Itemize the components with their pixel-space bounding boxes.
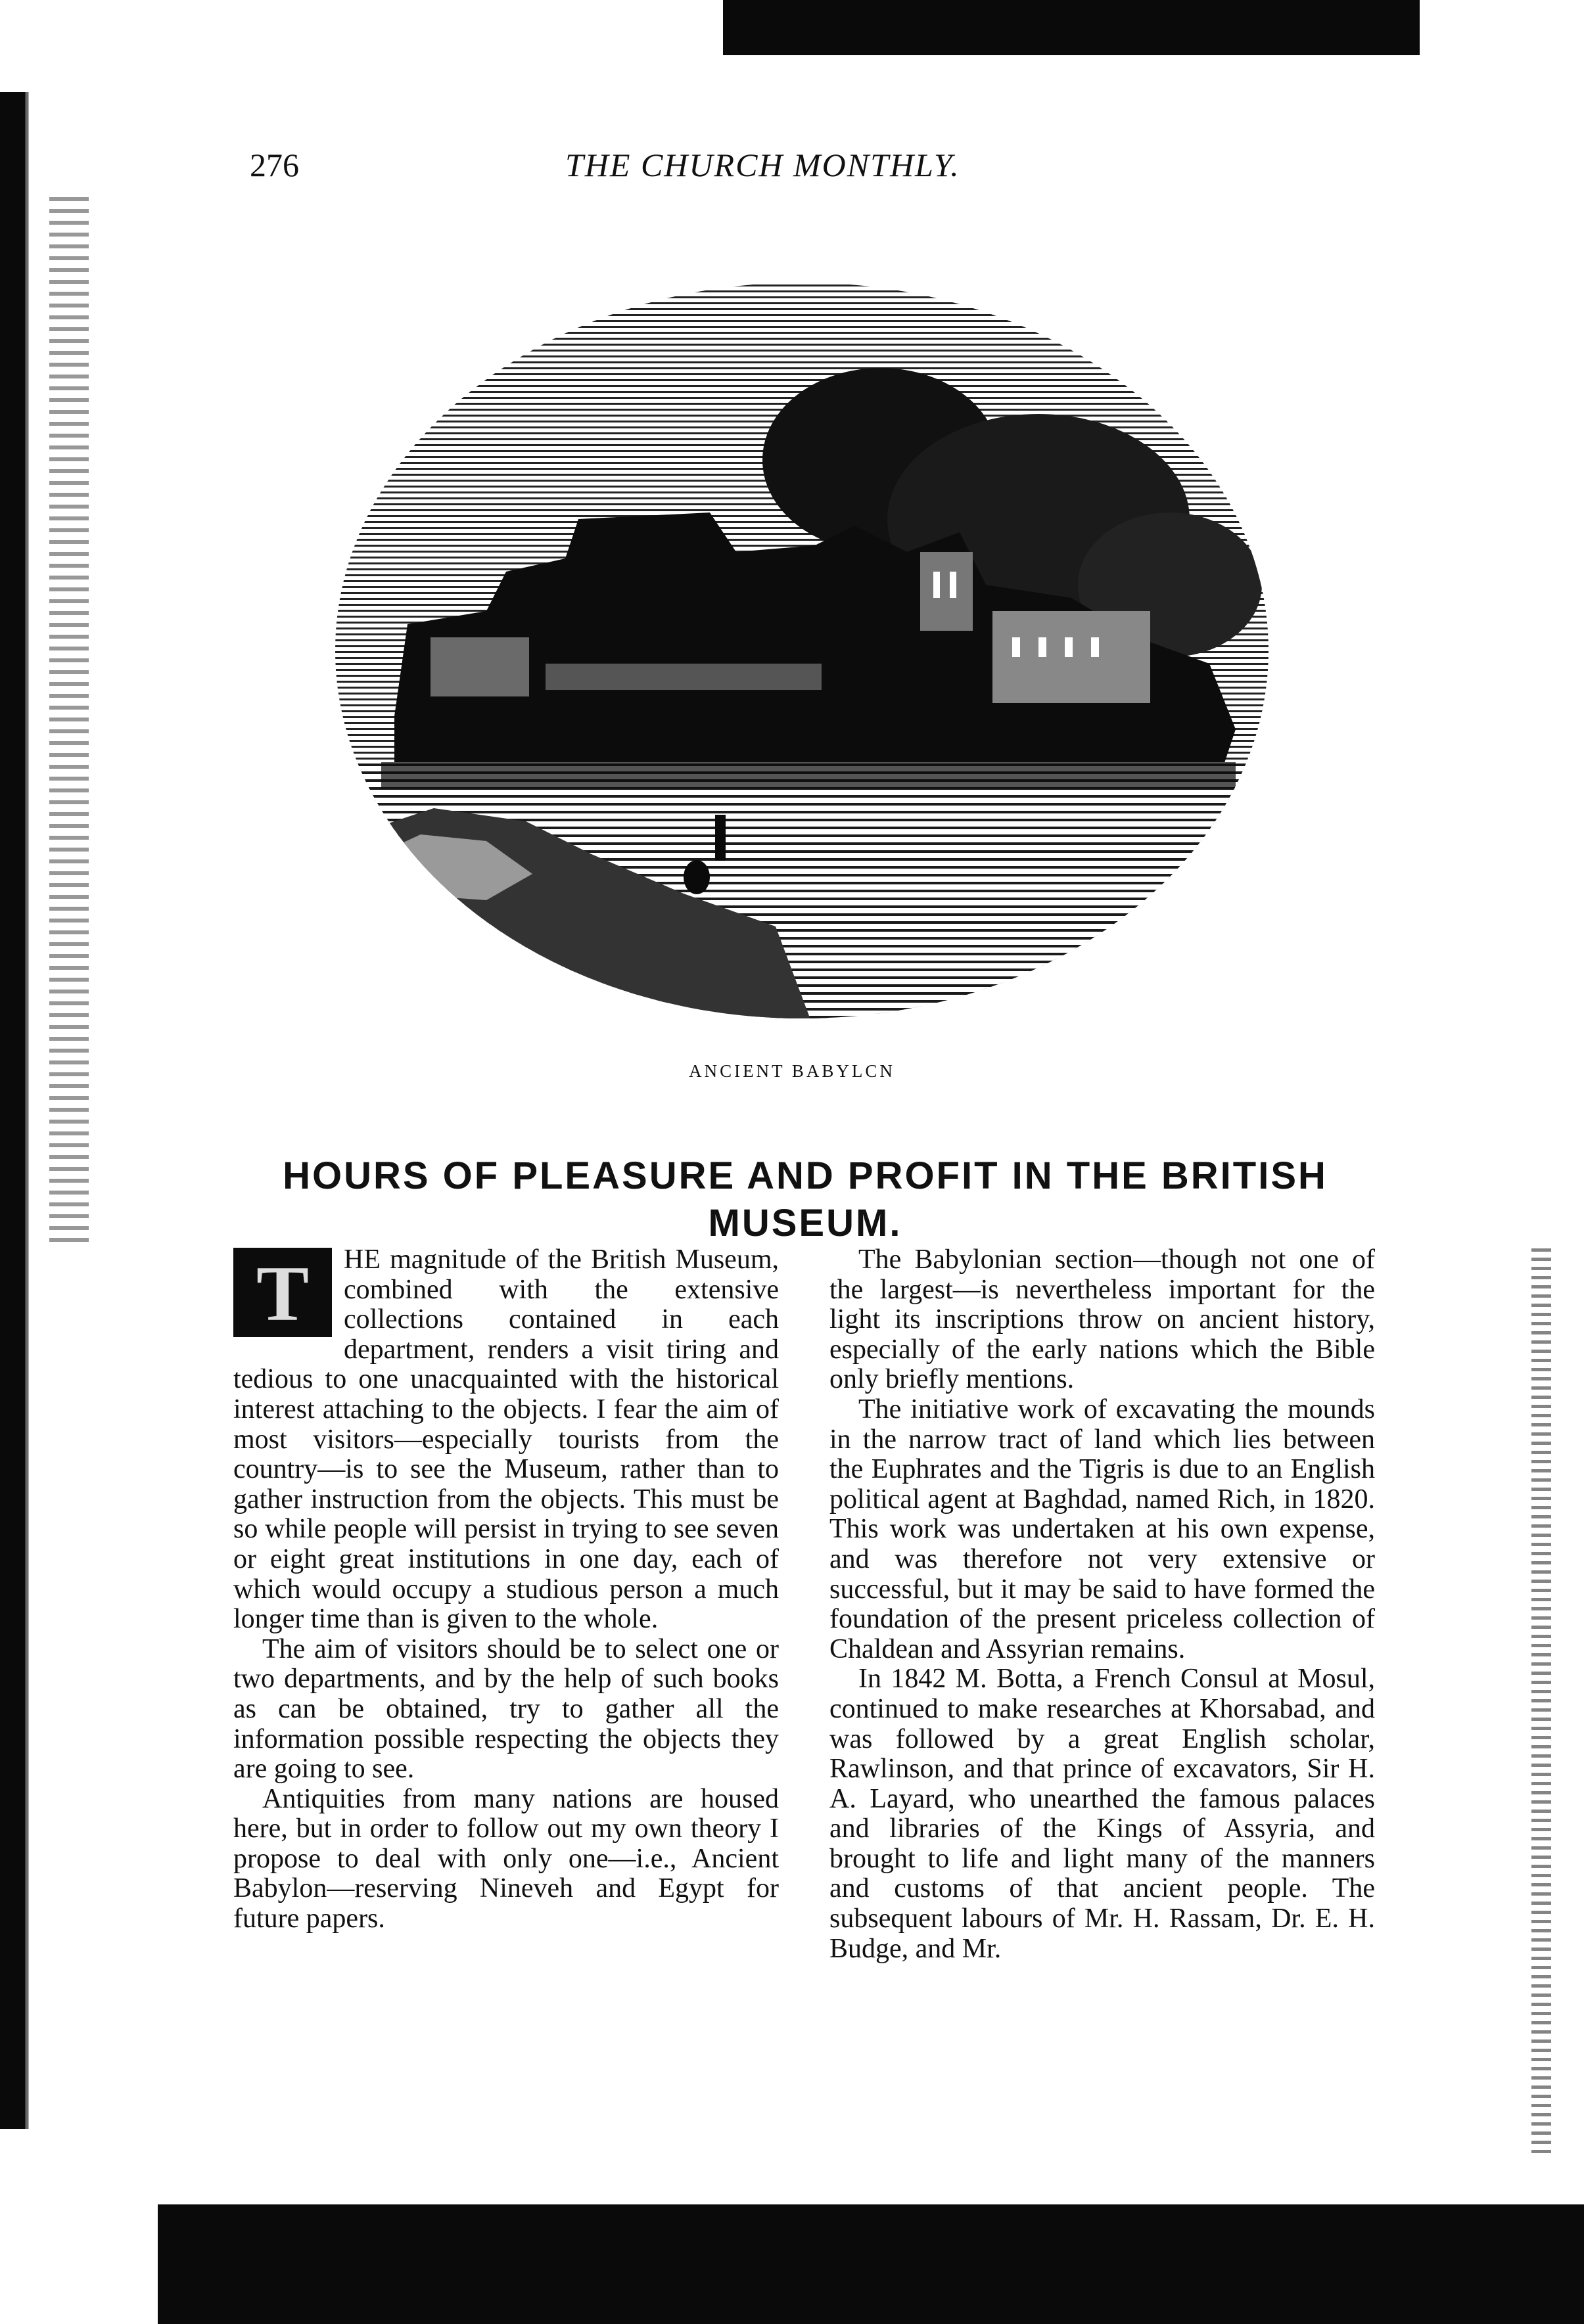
left-paragraph-2: The aim of visitors should be to select one or two departments, and by the help of such books as can be obtained, try to gather all the information possible respecting the objects they are going to see. [233, 1633, 779, 1785]
left-paragraph-3: Antiquities from many nations are housed here, but in order to follow out my own theory I propose to deal with only one—i.e., Ancient Babylon—reserving Nineveh and Egypt for future papers. [233, 1783, 779, 1934]
figure-caption: ANCIENT BABYLCN [689, 1061, 895, 1081]
scan-edge-top-line [723, 49, 1420, 55]
scan-edge-top [723, 0, 1420, 51]
left-column [233, 1245, 779, 1934]
right-paragraph-2: The initiative work of excavating the mounds in the narrow tract of land which lies between the Euphrates and the Tigris is due to an English political agent at Baghdad, named Rich, in 1820. This work was undertaken at his own expense, and was therefore not very extensive or successful, but it may be said to have formed the foundation of the present priceless collection of Chaldean and Assyrian remains. [829, 1394, 1375, 1664]
drop-cap: T [233, 1248, 332, 1337]
left-paragraph-1: HE magnitude of the British Museum, combined with the extensive collections contained in each department, renders a visit tiring and tedious to one unacquainted with the historical interest attaching to the objects. I fear the aim of most visitors—especially tourists from the country—is to see the Museum, rather than to gather instruction from the objects. This must be so while people will persist in trying to see seven or eight great institutions in one day, each of which would occupy a studious person a much longer time than is given to the whole. [233, 1244, 779, 1635]
right-paragraph-3: In 1842 M. Botta, a French Consul at Mosul, continued to make researches at Khorsabad, and was followed by a great English scholar, Rawlinson, and that prince of excavators, Sir H. A. Layard, who unearthed the famous palaces and libraries of the Kings of Assyria, and brought to life and light many of the manners and customs of that ancient people. The subsequent labours of Mr. H. Rassam, Dr. E. H. Budge, and Mr. [829, 1664, 1375, 1964]
scan-edge-left-texture [49, 197, 89, 1248]
page-number: 276 [250, 147, 299, 183]
right-paragraph-1: The Babylonian section—though not one of the largest—is nevertheless important for the light its inscriptions throw on ancient history, especially of the early nations which the Bible only briefly mentions. [829, 1244, 1375, 1395]
running-title: THE CHURCH MONTHLY. [565, 147, 960, 183]
article-headline: HOURS OF PLEASURE AND PROFIT IN THE BRITISH MUSEUM. [283, 1154, 1328, 1244]
ancient-babylon-engraving [315, 243, 1301, 1032]
scan-edge-bottom [158, 2204, 1584, 2324]
scan-edge-left [0, 92, 46, 2129]
scan-edge-right [1531, 1248, 1551, 2155]
right-column [829, 1245, 1375, 1964]
